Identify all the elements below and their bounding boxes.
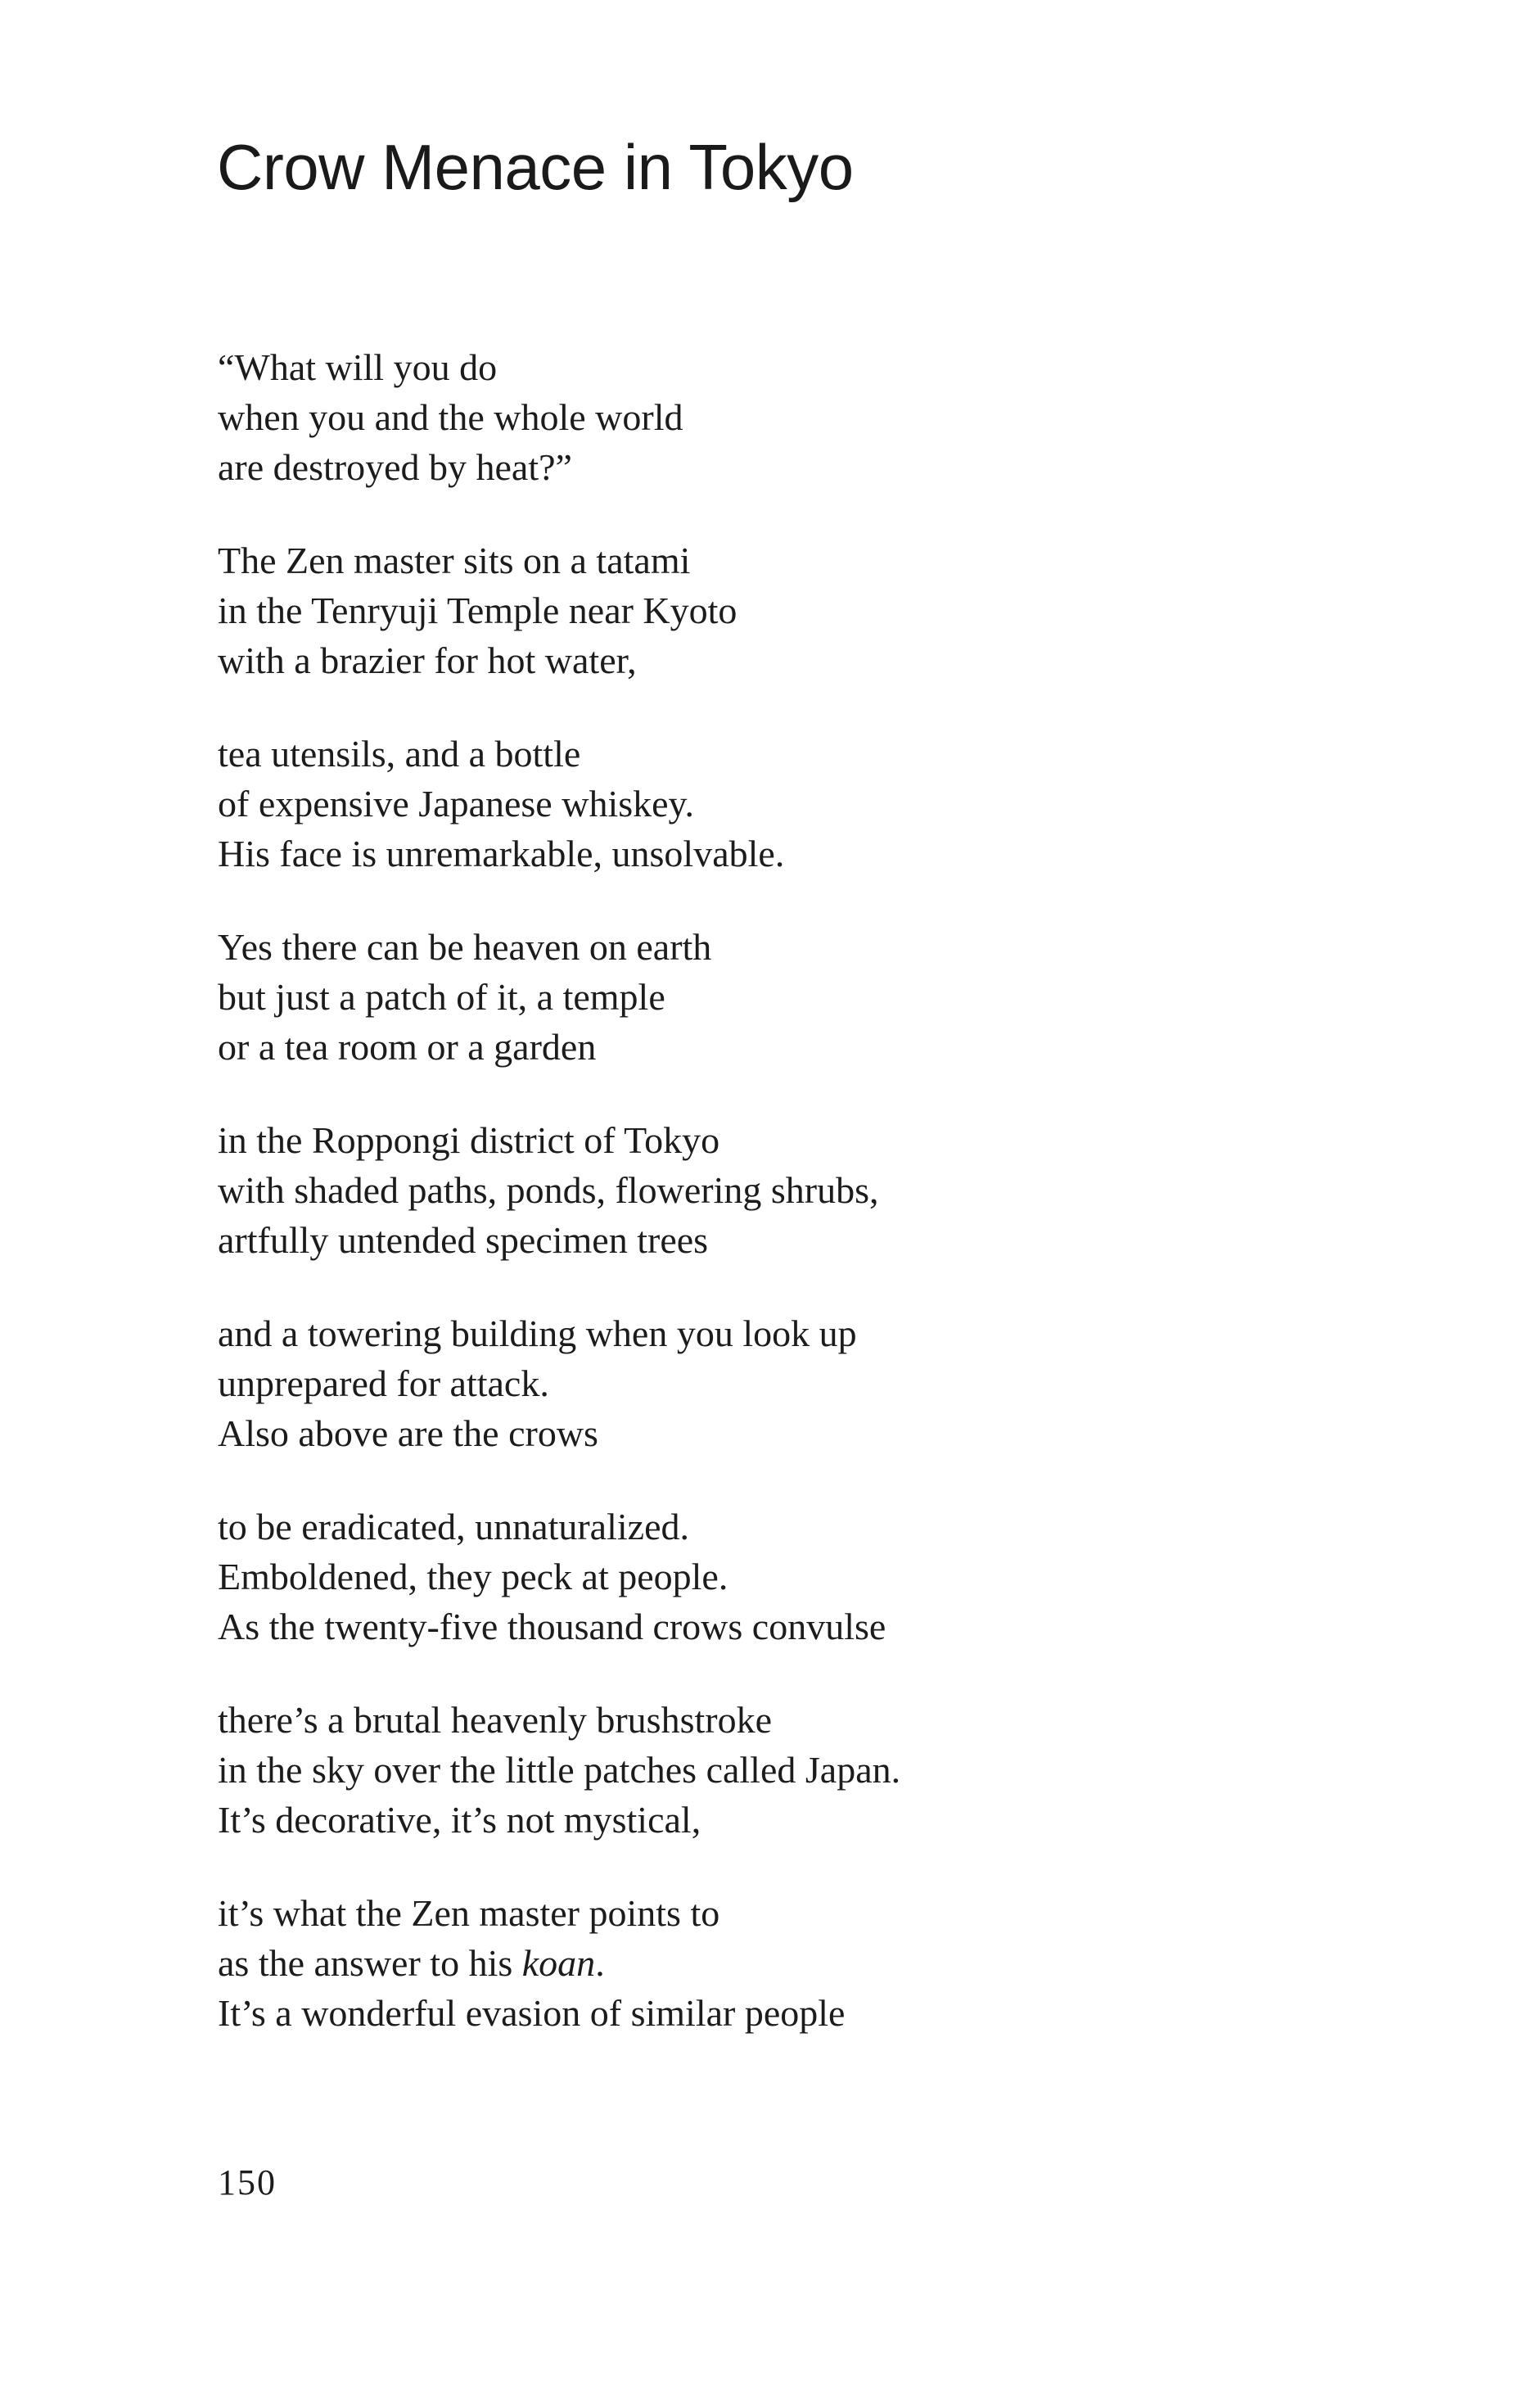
poem-line: As the twenty-five thousand crows convulse: [218, 1606, 886, 1647]
stanza: [218, 729, 1380, 879]
poem-line: when you and the whole world: [218, 396, 683, 438]
poem-line: in the Roppongi district of Tokyo: [218, 1119, 720, 1161]
poem-line: are destroyed by heat?”: [218, 446, 572, 488]
poem-body: [218, 342, 1380, 2081]
stanza: [218, 342, 1380, 492]
poem-line: there’s a brutal heavenly brushstroke: [218, 1699, 772, 1741]
stanza: [218, 1308, 1380, 1458]
poem-line: in the sky over the little patches called Japan.: [218, 1749, 901, 1791]
poem-line: It’s decorative, it’s not mystical,: [218, 1799, 701, 1841]
poem-line: of expensive Japanese whiskey.: [218, 783, 695, 825]
stanza: [218, 1115, 1380, 1265]
poem-line: artfully untended specimen trees: [218, 1219, 709, 1261]
poem-line: Yes there can be heaven on earth: [218, 926, 712, 968]
italic-word: koan: [521, 1942, 596, 1984]
poem-line: His face is unremarkable, unsolvable.: [218, 833, 785, 874]
poem-line: The Zen master sits on a tatami: [218, 540, 691, 581]
stanza: [218, 1888, 1380, 2038]
poem-line: “What will you do: [218, 346, 498, 388]
page-number: 150: [218, 2162, 277, 2202]
stanza: [218, 1695, 1380, 1845]
poem-line: in the Tenryuji Temple near Kyoto: [218, 590, 737, 631]
poem-line-text: as the answer to his: [218, 1942, 522, 1984]
poem-line-with-italic: [218, 1938, 1380, 1988]
poem-title: Crow Menace in Tokyo: [217, 131, 854, 203]
stanza: [218, 922, 1380, 1072]
poem-line: but just a patch of it, a temple: [218, 976, 665, 1018]
stanza: [218, 1502, 1380, 1651]
poem-line: with a brazier for hot water,: [218, 639, 637, 681]
poem-line: to be eradicated, unnaturalized.: [218, 1506, 689, 1547]
stanza: [218, 535, 1380, 685]
poem-line: Also above are the crows: [218, 1412, 598, 1454]
poem-line: and a towering building when you look up: [218, 1312, 857, 1354]
poem-line: or a tea room or a garden: [218, 1026, 597, 1068]
poem-line: it’s what the Zen master points to: [218, 1892, 720, 1934]
line-punctuation: .: [595, 1942, 605, 1984]
poem-line: tea utensils, and a bottle: [218, 733, 581, 775]
poem-line: It’s a wonderful evasion of similar people: [218, 1992, 846, 2034]
poem-line: with shaded paths, ponds, flowering shrubs,: [218, 1169, 879, 1211]
poem-line: unprepared for attack.: [218, 1362, 549, 1404]
poem-line: Emboldened, they peck at people.: [218, 1556, 728, 1597]
